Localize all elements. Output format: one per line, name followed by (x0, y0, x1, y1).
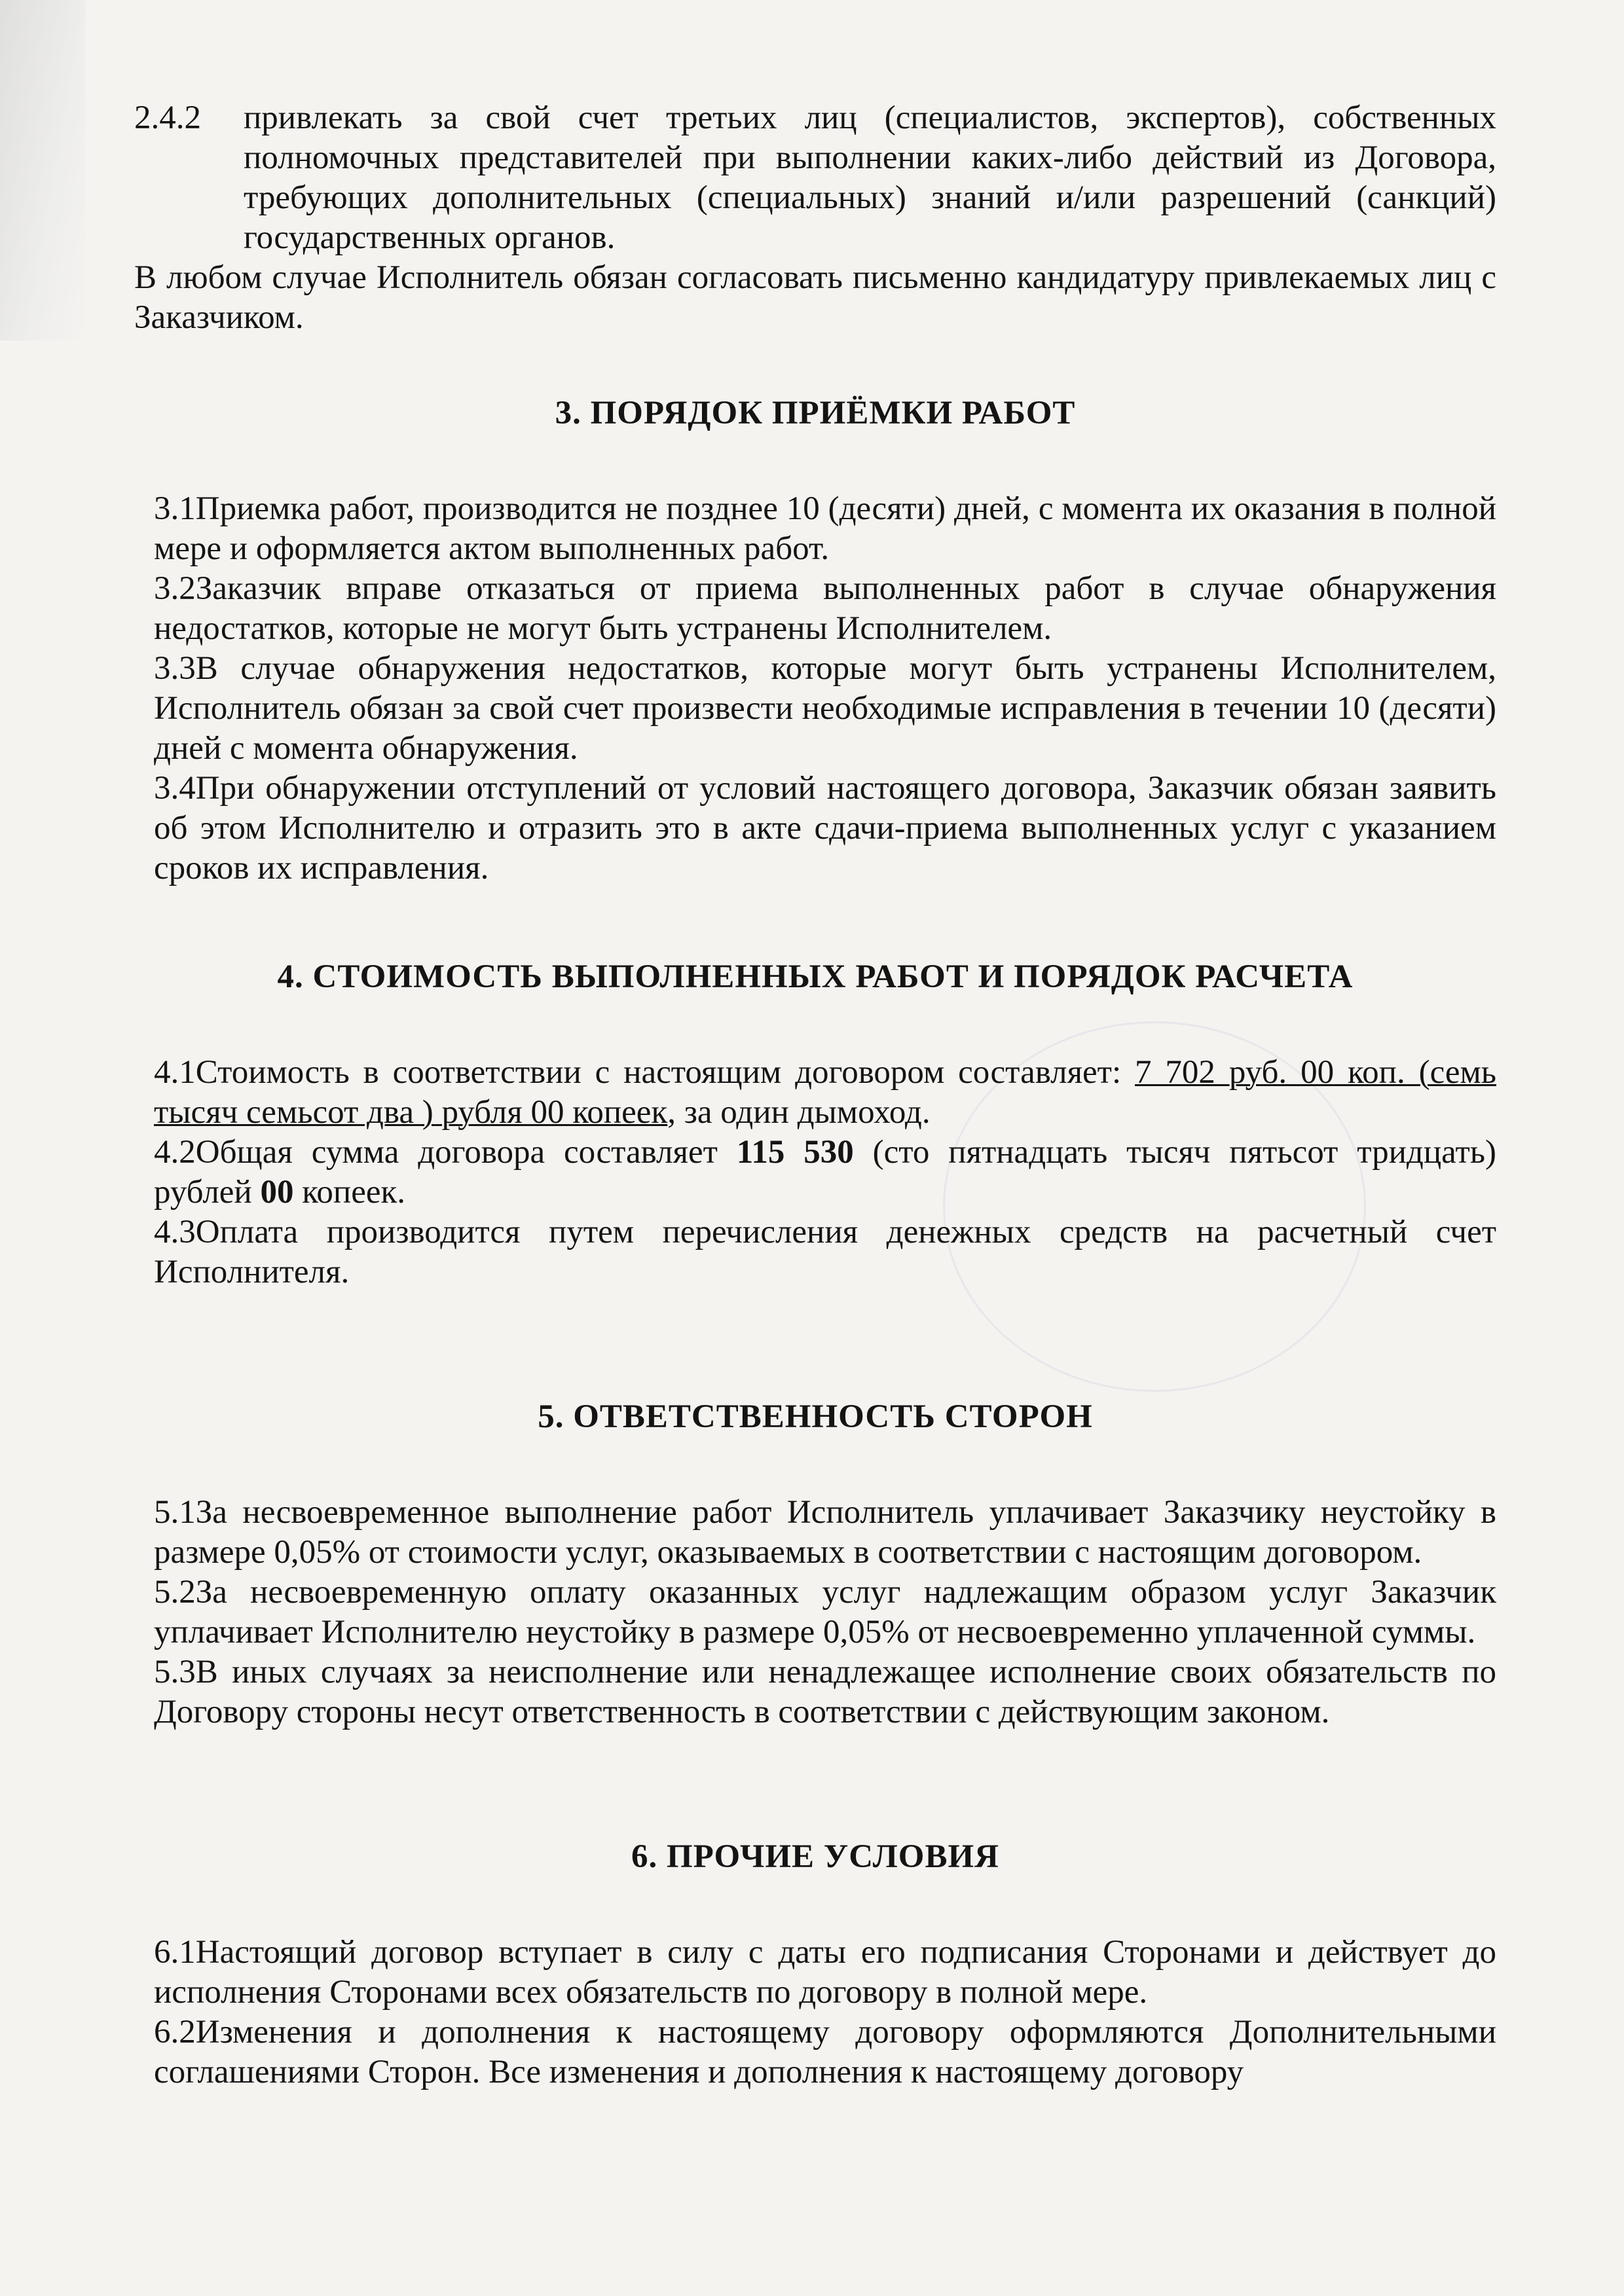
price-underlined: 7 702 руб. 00 коп. (семь тысяч семьсот два ) рубля 00 копеек (154, 1054, 1497, 1131)
clause-2-4-2 (134, 98, 1496, 258)
section-5-title: 5. ОТВЕТСТВЕННОСТЬ СТОРОН (538, 1398, 1093, 1435)
clause-4-3: 4.3Оплата производится путем перечисления денежных средств на расчетный счет Исполнителя. (154, 1214, 1496, 1290)
clause-3-3: 3.3В случае обнаружения недостатков, которые могут быть устранены Исполнителем, Исполнитель обязан за свой счет произвести необходимые исправления в течении 10 (десяти) дней с момента обнаружения. (154, 650, 1496, 767)
document-body (134, 98, 1496, 2092)
clause-4-2: 4.2Общая сумма договора составляет 115 530 (сто пятнадцать тысяч пятьсот тридцать) рублей 00 копеек. (154, 1134, 1496, 1211)
clause-number: 2.4.2 (134, 100, 201, 136)
clause-text: привлекать за свой счет третьих лиц (специалистов, экспертов), собственных полномочных представителей при выполнении каких-либо действий из Договора, требующих дополнительных (специальных) знаний и/или разрешений (санкций) государственных органов. (244, 100, 1496, 256)
page-fold-shadow (0, 0, 85, 340)
section-6-title: 6. ПРОЧИЕ УСЛОВИЯ (631, 1838, 999, 1875)
clause-3-2: 3.2Заказчик вправе отказаться от приема выполненных работ в случае обнаружения недостатков, которые не могут быть устранены Исполнителем. (154, 570, 1496, 647)
clause-5-2: 5.2За несвоевременную оплату оказанных услуг надлежащим образом услуг Заказчик уплачивает Исполнителю неустойку в размере 0,05% от несвоевременно уплаченной суммы. (154, 1574, 1496, 1650)
total-sum: 115 530 (736, 1134, 854, 1171)
section-3-title: 3. ПОРЯДОК ПРИЁМКИ РАБОТ (555, 395, 1076, 431)
clause-3-1: 3.1Приемка работ, производится не позднее 10 (десяти) дней, с момента их оказания в полной мере и оформляется актом выполненных работ. (154, 490, 1496, 567)
clause-5-1: 5.1За несвоевременное выполнение работ Исполнитель уплачивает Заказчику неустойку в размере 0,05% от стоимости услуг, оказываемых в соответствии с настоящим договором. (154, 1494, 1496, 1571)
clause-3-4: 3.4При обнаружении отступлений от условий настоящего договора, Заказчик обязан заявить об этом Исполнителю и отразить это в акте сдачи-приема выполненных услуг с указанием сроков их исправления. (154, 770, 1496, 886)
clause-6-1: 6.1Настоящий договор вступает в силу с даты его подписания Сторонами и действует до исполнения Сторонами всех обязательств по договору в полной мере. (154, 1934, 1496, 2011)
clause-5-3: 5.3В иных случаях за неисполнение или ненадлежащее исполнение своих обязательств по Договору стороны несут ответственность в соответствии с действующим законом. (154, 1654, 1496, 1730)
clause-6-2: 6.2Изменения и дополнения к настоящему договору оформляются Дополнительными соглашениями Сторон. Все изменения и дополнения к настоящему договору (154, 2014, 1496, 2090)
clause-note: В любом случае Исполнитель обязан согласовать письменно кандидатуру привлекаемых лиц с Заказчиком. (134, 259, 1496, 336)
section-4-title: 4. СТОИМОСТЬ ВЫПОЛНЕННЫХ РАБОТ И ПОРЯДОК РАСЧЕТА (277, 958, 1354, 995)
clause-4-1: 4.1Стоимость в соответствии с настоящим договором составляет: 7 702 руб. 00 коп. (семь тысяч семьсот два ) рубля 00 копеек, за один дымоход. (154, 1054, 1497, 1131)
